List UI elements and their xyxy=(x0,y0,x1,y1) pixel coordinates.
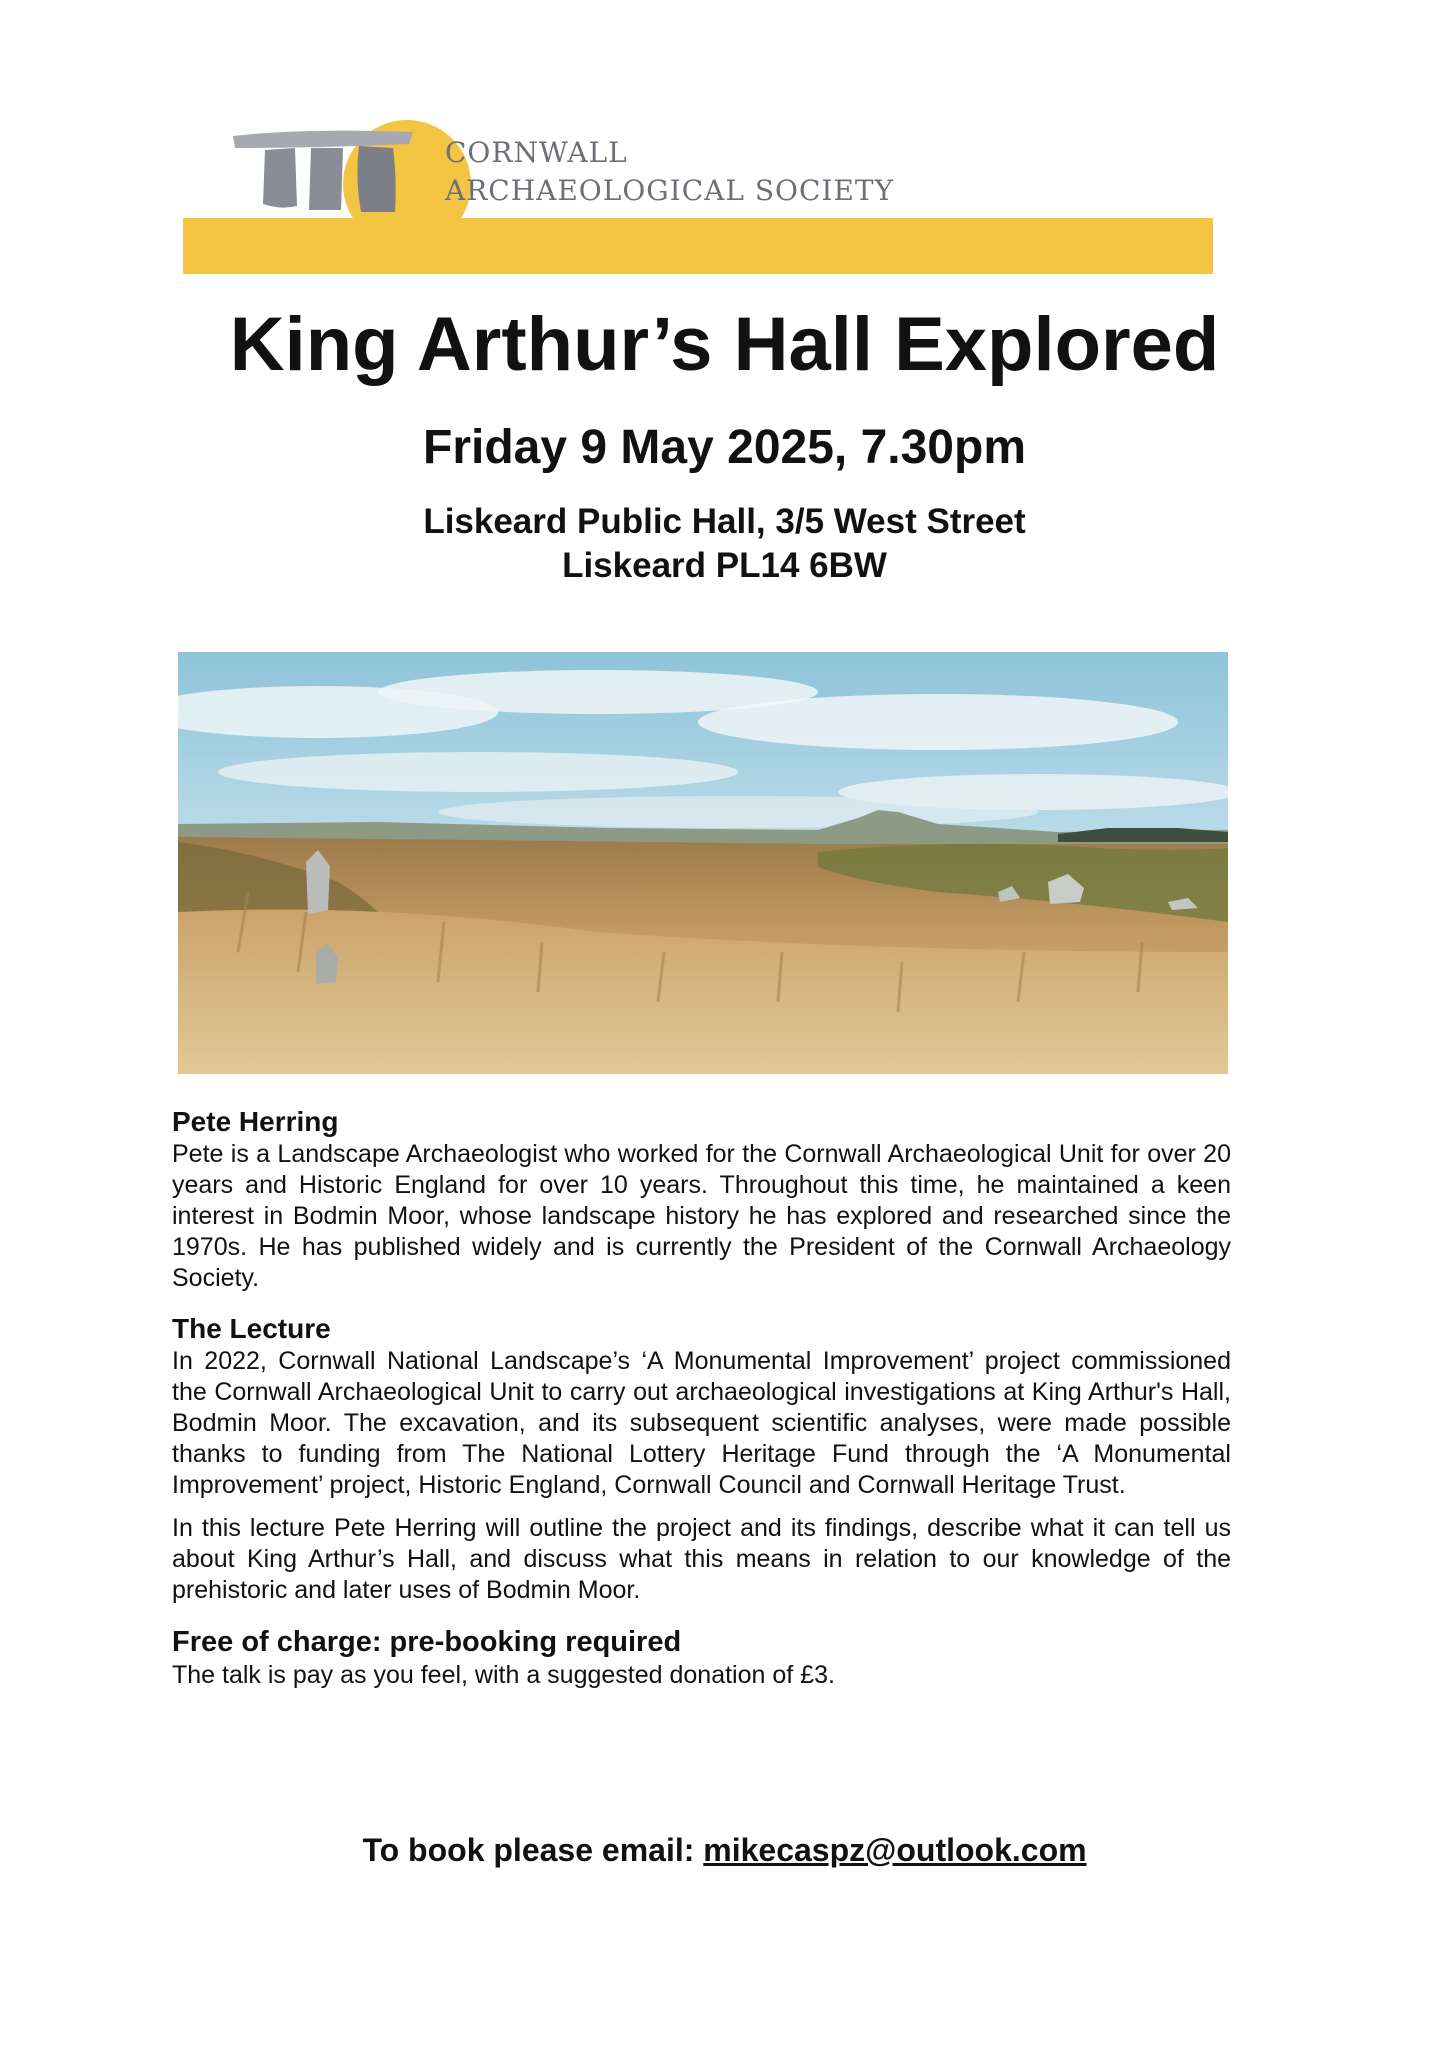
lecture-paragraph-1: In 2022, Cornwall National Landscape’s ‘A Monumental Improvement’ project commissioned the Cornwall Archaeological Unit to carry out archaeological investigations at King Arthur's Hall, Bodmin Moor. The excavation, and its subsequent scientific analyses, were made possible thanks to funding from The National Lottery Heritage Fund through the ‘A Monumental Improvement’ project, Historic England, Cornwall Council and Cornwall Heritage Trust. xyxy=(172,1347,1231,1499)
dolmen-icon xyxy=(183,118,473,278)
logo-line-2: ARCHAEOLOGICAL SOCIETY xyxy=(445,174,895,207)
lecture-paragraph-2: In this lecture Pete Herring will outline the project and its findings, describe what it can tell us about King Arthur’s Hall, and discuss what this means in relation to our knowledge of the prehistoric and later uses of Bodmin Moor. xyxy=(172,1514,1231,1604)
event-title: King Arthur’s Hall Explored xyxy=(229,302,1220,387)
pricing-heading: Free of charge: pre-booking required xyxy=(172,1626,682,1658)
pricing-note: The talk is pay as you feel, with a suggested donation of £3. xyxy=(172,1661,835,1689)
event-date: Friday 9 May 2025, 7.30pm xyxy=(423,421,1026,474)
venue-line-2: Liskeard PL14 6BW xyxy=(562,546,887,585)
moorland-photo xyxy=(178,652,1228,1074)
lecture-heading: The Lecture xyxy=(172,1313,331,1344)
society-logo xyxy=(183,118,1213,276)
flyer-body xyxy=(172,1105,1231,1691)
venue-line-1: Liskeard Public Hall, 3/5 West Street xyxy=(423,502,1026,541)
booking-label: To book please email: xyxy=(362,1832,704,1868)
logo-line-1: CORNWALL xyxy=(445,136,628,169)
booking-email-link[interactable]: mikecaspz@outlook.com xyxy=(703,1832,1087,1868)
event-venue xyxy=(0,500,1449,588)
speaker-bio: Pete is a Landscape Archaeologist who worked for the Cornwall Archaeological Unit for over 20 years and Historic England for over 10 years. Throughout this time, he maintained a keen interest in Bodmin Moor, whose landscape history he has explored and researched since the 1970s. He has published widely and is currently the President of the Cornwall Archaeology Society. xyxy=(172,1140,1231,1292)
logo-text xyxy=(445,134,894,210)
speaker-heading: Pete Herring xyxy=(172,1106,339,1137)
booking-line xyxy=(0,1830,1449,1870)
